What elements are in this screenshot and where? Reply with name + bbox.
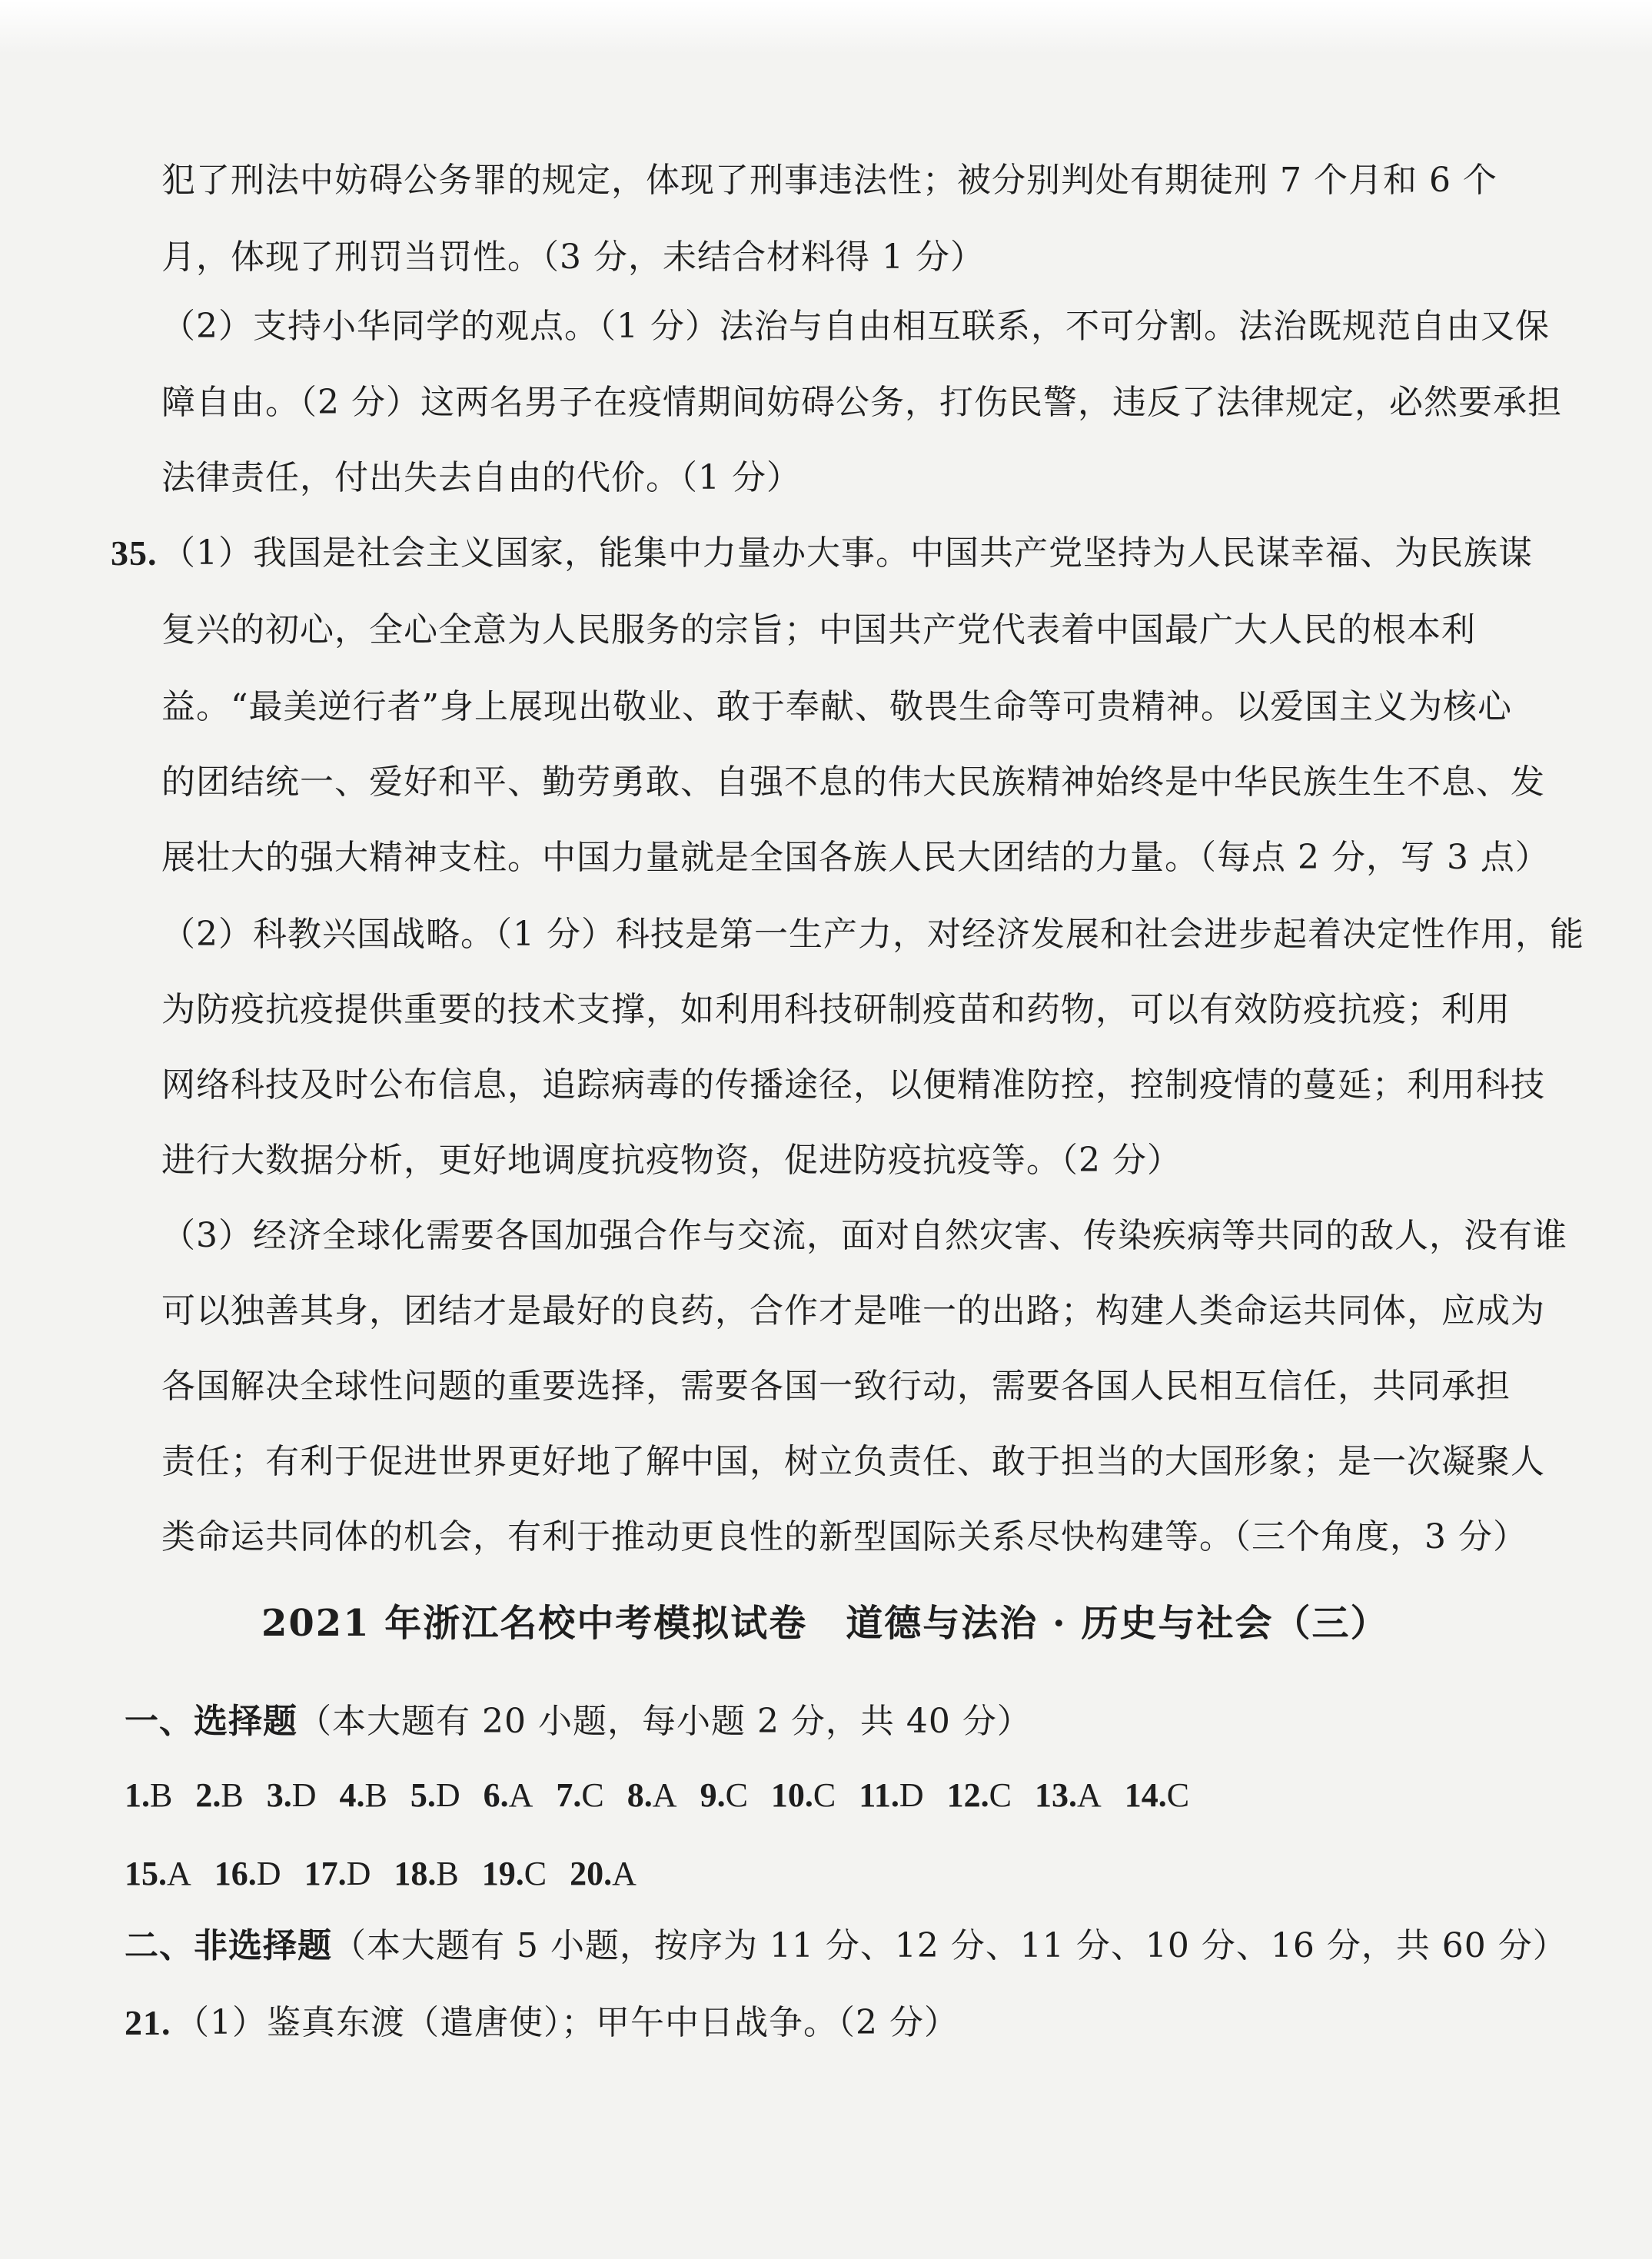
answer-item: 18.B xyxy=(394,1855,459,1892)
text-line: （1）鉴真东渡（遣唐使）；甲午中日战争。（2 分） xyxy=(175,2003,959,2042)
answers-row-1 xyxy=(125,1772,1212,1819)
answer-item: 9.C xyxy=(700,1776,748,1814)
text-line: 展壮大的强大精神支柱。中国力量就是全国各族人民大团结的力量。（每点 2 分，写 3 点） xyxy=(161,838,1550,877)
text-line: 的团结统一、爱好和平、勤劳勇敢、自强不息的伟大民族精神始终是中华民族生生不息、发 xyxy=(161,762,1545,802)
text-line: 各国解决全球性问题的重要选择，需要各国一致行动，需要各国人民相互信任，共同承担 xyxy=(161,1367,1511,1406)
answer-item: 3.D xyxy=(266,1776,317,1814)
answer-item: 19.C xyxy=(481,1855,547,1892)
answer-item: 20.A xyxy=(570,1855,637,1892)
text-line: 犯了刑法中妨碍公务罪的规定，体现了刑事违法性；被分别判处有期徒刑 7 个月和 6 个 xyxy=(161,161,1497,200)
text-line: （2）支持小华同学的观点。（1 分）法治与自由相互联系，不可分割。法治既规范自由又保 xyxy=(161,307,1550,346)
answer-item: 5.D xyxy=(410,1776,460,1814)
answers-row-2 xyxy=(125,1851,660,1897)
answer-item: 2.B xyxy=(195,1776,244,1814)
text-line: （3）经济全球化需要各国加强合作与交流，面对自然灾害、传染疾病等共同的敌人，没有谁 xyxy=(161,1216,1567,1255)
section-2-header xyxy=(125,1923,1567,1969)
answer-item: 10.C xyxy=(770,1776,836,1814)
section-1-note: （本大题有 20 小题，每小题 2 分，共 40 分） xyxy=(297,1702,1032,1741)
text-line: （1）我国是社会主义国家，能集中力量办大事。中国共产党坚持为人民谋幸福、为民族谋 xyxy=(161,533,1533,573)
answer-item: 12.C xyxy=(946,1776,1012,1814)
text-line: 益。“最美逆行者”身上展现出敬业、敢于奉献、敬畏生命等可贵精神。以爱国主义为核心 xyxy=(161,687,1512,726)
text-line: 类命运共同体的机会，有利于推动更良性的新型国际关系尽快构建等。（三个角度，3 分） xyxy=(161,1517,1527,1556)
text-line: 可以独善其身，团结才是最好的良药，合作才是唯一的出路；构建人类命运共同体，应成为 xyxy=(161,1291,1545,1330)
answer-item: 1.B xyxy=(125,1776,173,1814)
exam-title: 2021 年浙江名校中考模拟试卷 道德与法治 · 历史与社会（三） xyxy=(261,1602,1389,1645)
answer-item: 16.D xyxy=(214,1855,281,1892)
answer-item: 11.D xyxy=(859,1776,924,1814)
section-1-header xyxy=(125,1699,1032,1745)
answer-item: 13.A xyxy=(1035,1776,1102,1814)
answer-item: 14.C xyxy=(1124,1776,1190,1814)
answer-item: 15.A xyxy=(125,1855,191,1892)
text-line: （2）科教兴国战略。（1 分）科技是第一生产力，对经济发展和社会进步起着决定性作用，能 xyxy=(161,915,1584,954)
answer-item: 7.C xyxy=(556,1776,604,1814)
answer-item: 4.B xyxy=(339,1776,387,1814)
text-line: 障自由。（2 分）这两名男子在疫情期间妨碍公务，打伤民警，违反了法律规定，必然要承担 xyxy=(161,383,1562,422)
text-line: 进行大数据分析，更好地调度抗疫物资，促进防疫抗疫等。（2 分） xyxy=(161,1141,1182,1180)
answer-item: 8.A xyxy=(627,1776,677,1814)
scan-edge xyxy=(0,0,1652,54)
section-1-heading: 一、选择题 xyxy=(125,1702,297,1741)
answer-item: 17.D xyxy=(304,1855,371,1892)
section-2-heading: 二、非选择题 xyxy=(125,1926,332,1965)
text-line: 责任；有利于促进世界更好地了解中国，树立负责任、敢于担当的大国形象；是一次凝聚人 xyxy=(161,1442,1545,1481)
question-number-21: 21. xyxy=(125,2003,171,2042)
question-number-35: 35. xyxy=(111,533,158,573)
answer-item: 6.A xyxy=(483,1776,533,1814)
text-line: 复兴的初心，全心全意为人民服务的宗旨；中国共产党代表着中国最广大人民的根本利 xyxy=(161,610,1476,649)
text-line: 网络科技及时公布信息，追踪病毒的传播途径，以便精准防控，控制疫情的蔓延；利用科技 xyxy=(161,1065,1545,1105)
text-line: 为防疫抗疫提供重要的技术支撑，如利用科技研制疫苗和药物，可以有效防疫抗疫；利用 xyxy=(161,990,1511,1029)
text-line: 月，体现了刑罚当罚性。（3 分，未结合材料得 1 分） xyxy=(161,238,985,277)
text-line: 法律责任，付出失去自由的代价。（1 分） xyxy=(161,458,801,497)
section-2-note: （本大题有 5 小题，按序为 11 分、12 分、11 分、10 分、16 分，共 60 分） xyxy=(332,1926,1567,1965)
